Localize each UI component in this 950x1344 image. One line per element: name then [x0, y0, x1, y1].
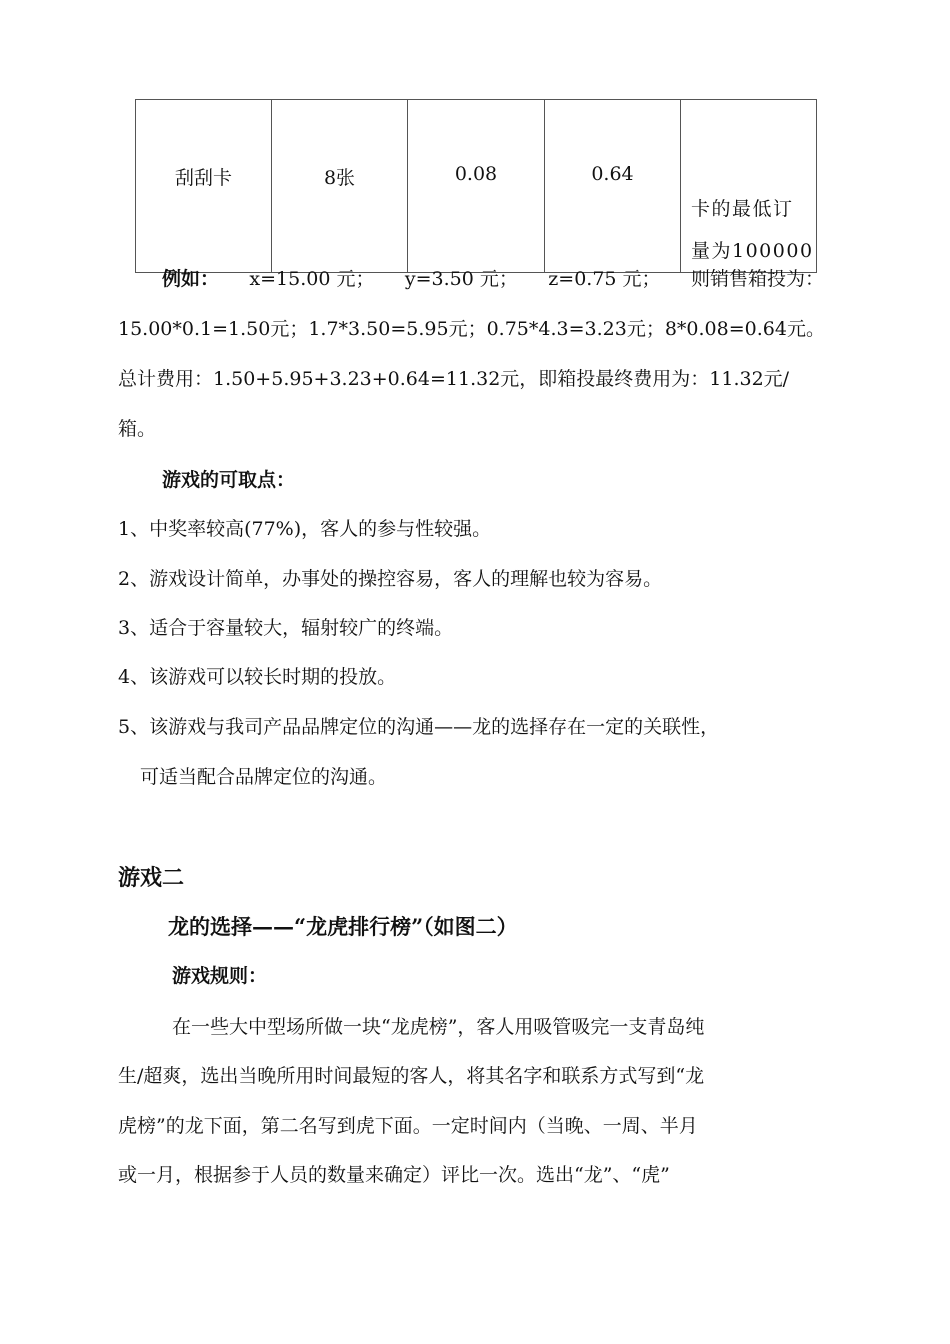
table-cell-cost: 0.64: [545, 100, 681, 273]
example-line-2: 15.00*0.1=1.50元；1.7*3.50=5.95元；0.75*4.3=3.23元；8*0.08=0.64元。: [118, 318, 825, 340]
note-line-2: 量为100000: [691, 240, 814, 262]
example-line-1: [118, 264, 824, 291]
merit-item-5-continued: 可适当配合品牌定位的沟通。: [140, 766, 388, 788]
merits-title: 游戏的可取点：: [162, 469, 296, 491]
example-conclusion: 则销售箱投为：: [690, 268, 824, 290]
prize-cost-table: [135, 99, 817, 273]
table-cell-unit-price: 0.08: [408, 100, 545, 273]
merit-item-1: 1、中奖率较高(77%)，客人的参与性较强。: [118, 518, 492, 540]
example-y: y=3.50 元；: [404, 268, 518, 290]
merit-item-3: 3、适合于容量较大，辐射较广的终端。: [118, 617, 454, 639]
merit-item-4: 4、该游戏可以较长时期的投放。: [118, 666, 397, 688]
table-cell-note: [681, 100, 817, 273]
table-cell-item: 刮刮卡: [136, 100, 272, 273]
game2-subtitle: 龙的选择——“龙虎排行榜”（如图二）: [168, 914, 518, 939]
example-z: z=0.75 元；: [548, 268, 661, 290]
rules-line-4: 或一月，根据参于人员的数量来确定）评比一次。选出“龙”、“虎”: [118, 1164, 670, 1186]
merit-item-5: 5、该游戏与我司产品品牌定位的沟通——龙的选择存在一定的关联性，: [118, 716, 720, 738]
rules-line-2: 生/超爽，选出当晚所用时间最短的客人，将其名字和联系方式写到“龙: [118, 1065, 705, 1087]
example-line-3: 总计费用：1.50+5.95+3.23+0.64=11.32元，即箱投最终费用为：11.32元/: [118, 368, 790, 390]
table-cell-quantity: 8张: [272, 100, 408, 273]
table-row: [136, 100, 817, 273]
merit-item-2: 2、游戏设计简单，办事处的操控容易，客人的理解也较为容易。: [118, 568, 663, 590]
section-title-game2: 游戏二: [118, 865, 185, 891]
example-label: 例如：: [162, 268, 220, 290]
note-line-1: 卡的最低订: [691, 198, 794, 220]
rules-line-3: 虎榜”的龙下面，第二名写到虎下面。一定时间内（当晚、一周、半月: [118, 1115, 698, 1137]
example-line-4: 箱。: [118, 418, 157, 440]
example-x: x=15.00 元；: [249, 268, 375, 290]
rules-title: 游戏规则：: [172, 965, 268, 987]
rules-line-1: 在一些大中型场所做一块“龙虎榜”，客人用吸管吸完一支青岛纯: [172, 1016, 705, 1038]
